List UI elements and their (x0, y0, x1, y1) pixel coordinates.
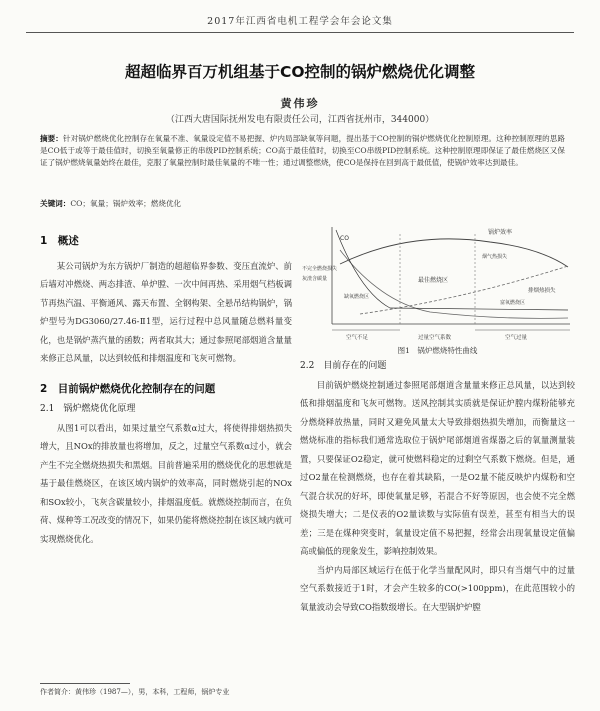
keywords (40, 198, 565, 209)
section-2-1-heading: 2.1 锅炉燃烧优化原理 (40, 404, 136, 414)
section-1-heading: 1 概述 (40, 235, 79, 247)
footnote-label: 作者简介： (40, 688, 75, 696)
excess-zone-label: 富氧燃烧区 (500, 300, 526, 306)
upper-region-label: 空气过量 (505, 335, 528, 341)
footnote-rule (40, 683, 130, 684)
section-1-paragraph: 某公司锅炉为东方锅炉厂制造的超超临界参数、变压直流炉、前后墙对冲燃烧、两态排渣、单炉膛、一次中间再热、采用烟气档板调节再热汽温、平衡通风、露天布置、全钢构架、全悬吊结构锅炉，锅炉型号为DG3060/27.46-Ⅱ1型，运行过程中总风量随总燃料量变化，也是锅炉蒸汽量的函数；两者取其大；通过参照尾部烟道含量量来修正总风量，以达到较低和排烟温度和飞灰可燃物。 (40, 260, 292, 363)
author-name: 黄伟珍 (280, 97, 320, 110)
carbon-in-ash-label: 灰渣含碳量 (302, 276, 328, 282)
author-footnote (40, 687, 280, 698)
section-2-2-heading: 2.2 目前存在的问题 (300, 361, 387, 371)
keywords-text: CO；氧量；锅炉效率；燃烧优化 (70, 199, 182, 208)
boiler-combustion-figure (300, 222, 575, 344)
keywords-label: 关键词： (40, 199, 71, 208)
efficiency-label: 锅炉效率 (488, 229, 513, 236)
running-header: 2017年江西省电机工程学会年会论文集 (207, 16, 393, 27)
right-column (300, 357, 575, 616)
flue-gas-loss-label: 烟气热损失 (482, 254, 508, 260)
section-2-2-paragraph-2: 当炉内局部区域运行在低于化学当量配风时，即只有当烟气中的过量空气系数接近于1时，才会产生较多的CO(>100ppm)，在此范围较小的氧量波动会导致CO指数级增长。在大型锅炉炉膛 (300, 564, 575, 612)
left-column (40, 232, 292, 548)
paper-title: 超超临界百万机组基于CO控制的锅炉燃烧优化调整 (124, 63, 476, 81)
footnote-text: 黄伟珍（1987—），男，本科，工程师，锅炉专业 (75, 688, 230, 696)
exhaust-loss-label: 排烟热损失 (528, 288, 556, 294)
abstract (40, 133, 565, 169)
section-2-1-paragraph: 从图1可以看出，如果过量空气系数α过大，将使得排烟热损失增大，且NOx的排放量也将增加，反之，过量空气系数α过小，就会产生不完全燃烧热损失和黑烟。目前普遍采用的燃烧优化的思想就是基于最佳燃烧区，在该区域内锅炉的效率高，同时燃烧引起的NOx和SOx较小，飞灰含碳量较小，排烟温度低。就燃烧控制而言，在负荷、煤种等工况改变的情况下，如果仍能将燃烧控制在该区域内就可实现燃烧优化。 (40, 422, 292, 544)
header-rule (26, 32, 574, 33)
author-affiliation: （江西大唐国际抚州发电有限责任公司，江西省抚州市，344000） (165, 115, 435, 125)
x-axis-label: 过量空气系数 (418, 335, 452, 341)
optimal-zone-label: 最佳燃烧区 (418, 277, 449, 284)
deficient-zone-label: 缺氧燃烧区 (344, 294, 370, 300)
incomplete-loss-label: 不完全燃烧损失 (302, 266, 338, 272)
figure-1-caption: 图1 锅炉燃烧特性曲线 (397, 346, 478, 355)
abstract-text: 针对锅炉燃烧优化控制存在氧量不准、氧量设定值不易把握、炉内局部缺氧等问题，提出基于CO控制的锅炉燃烧优化控制原理。这种控制原理的思路是CO低于或等于最佳值时，切换至氧量修正的串级PID控制系统；CO高于最佳值时，切换至CO串级PID控制系统。这种控制原理即保证了最佳燃烧区又保证了锅炉燃烧氧量始终在最佳，克服了氧量控制时最佳氧量的不唯一性；通过调整燃烧，使CO是保持在回到高于最低值，使锅炉效率达到最佳。 (40, 134, 565, 167)
section-2-heading: 2 目前锅炉燃烧优化控制存在的问题 (40, 382, 216, 395)
lower-region-label: 空气不足 (346, 335, 369, 341)
co-label: CO (340, 235, 349, 242)
section-2-2-paragraph-1: 目前锅炉燃烧控制通过参照尾部烟道含量量来修正总风量，以达到较低和排烟温度和飞灰可燃物。送风控制其实质就是保证炉膛内煤粉能够充分燃烧释放热量，同时又避免风量太大导致排烟热损失增加，而衡量这一燃烧标准的指标我们通常选取位于锅炉尾部烟道省煤器之后的氧量测量装置，只要保证O2稳定，就可使燃料稳定的过剩空气系数下燃烧。但是，通过O2量在检测燃烧，也存在着其缺陷，一是O2量不能反映炉内煤粉和空气混合状况的好坏，即使氧量足够，若混合不好等原因，也会使不完全燃烧损失增大；二是仪表的O2量读数与实际值有误差，甚至有相当大的误差；三是在煤种突变时，氧量设定值不易把握，经常会出现氧量设定值偏高或偏低的现象发生，影响控制效果。 (300, 379, 575, 556)
abstract-label: 摘要： (40, 134, 63, 143)
